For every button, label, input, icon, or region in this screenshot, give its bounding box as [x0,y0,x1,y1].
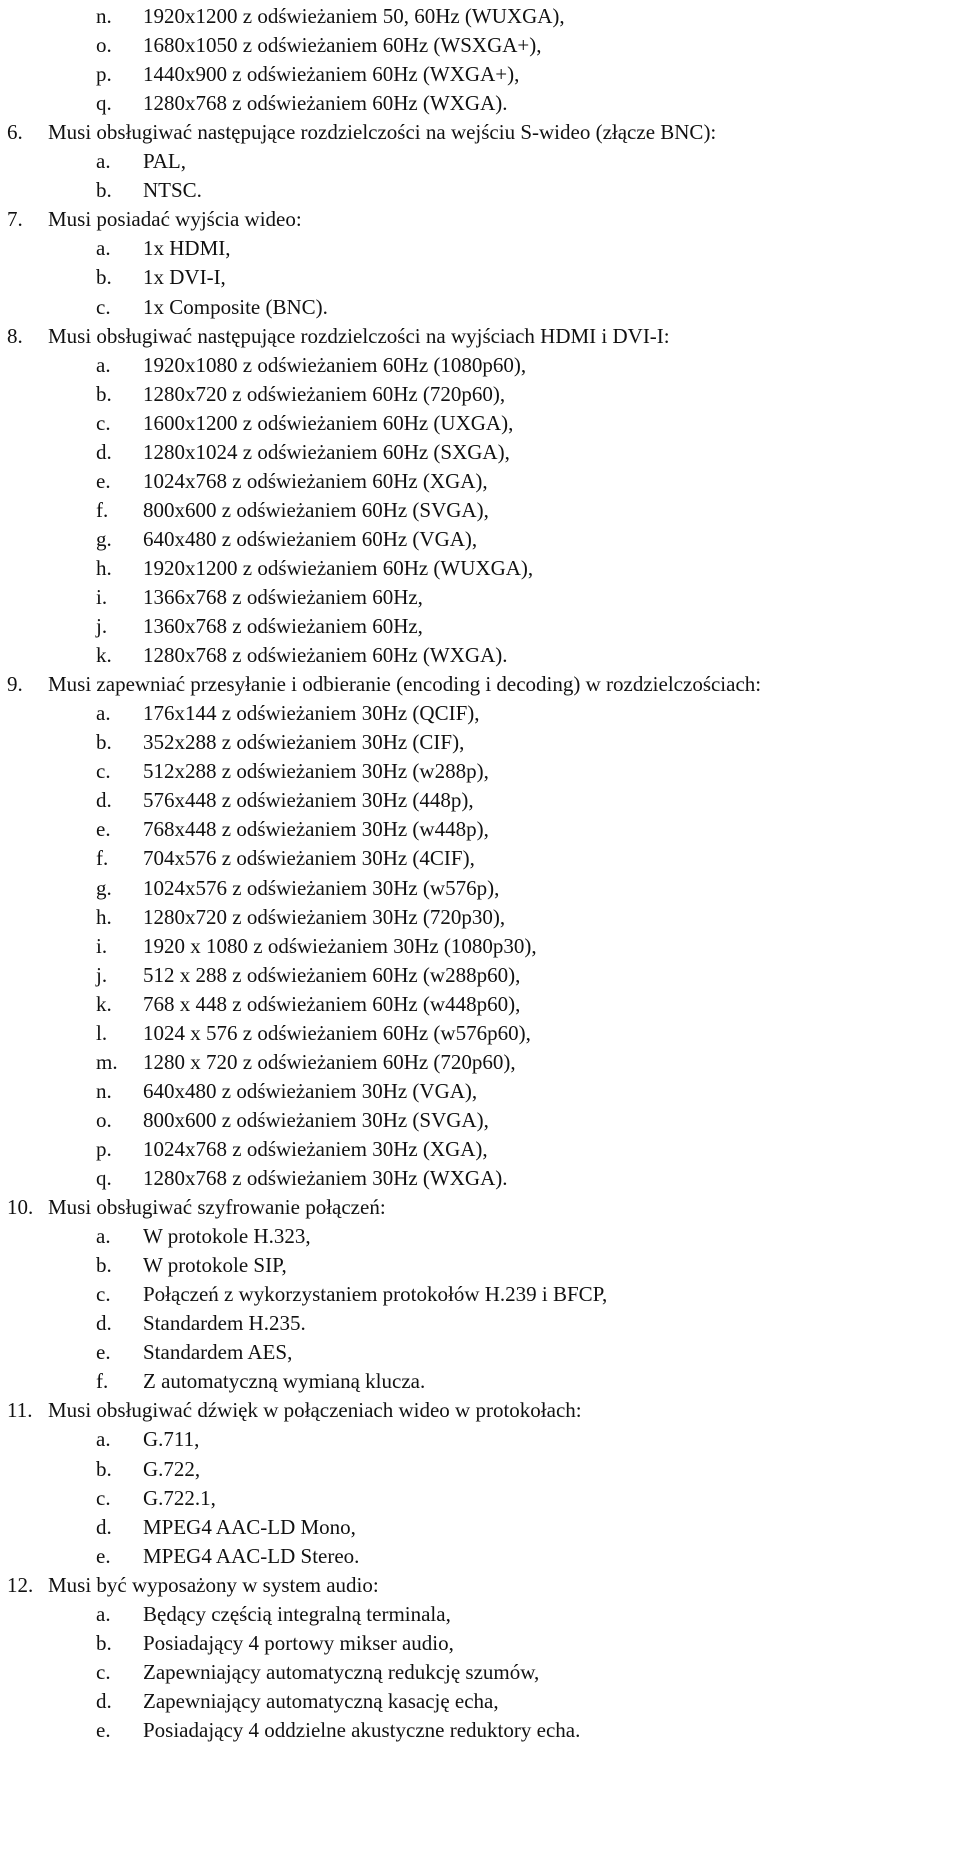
list-item-label: a. [96,1601,111,1626]
list-item-text: 1x Composite (BNC). [143,294,328,319]
list-item-text: Standardem AES, [143,1340,293,1365]
list-item-label: g. [96,875,112,900]
list-item-label: o. [96,33,112,58]
list-item-label: g. [96,526,112,551]
list-item-text: Będący częścią integralną terminala, [143,1601,451,1626]
list-item-text: 640x480 z odświeżaniem 60Hz (VGA), [143,526,478,551]
list-item-text: G.722.1, [143,1485,216,1510]
list-item-text: Połączeń z wykorzystaniem protokołów H.239 i BFCP, [143,1282,608,1307]
list-item-text: Standardem H.235. [143,1311,306,1336]
list-item-text: Zapewniający automatyczną redukcję szumów, [143,1659,540,1684]
section-number: 8. [7,323,23,348]
list-item-label: c. [96,1282,111,1307]
section-title: Musi być wyposażony w system audio: [48,1572,379,1597]
list-item-label: a. [96,1224,111,1249]
list-item-label: d. [96,1311,112,1336]
list-item-label: n. [96,4,112,28]
list-item-label: f. [96,1369,109,1394]
list-item-label: o. [96,1107,112,1132]
list-item-label: j. [96,962,108,987]
section-title: Musi obsługiwać następujące rozdzielczości na wejściu S-wideo (złącze BNC): [48,120,717,145]
list-item-text: W protokole SIP, [143,1253,287,1278]
list-item-text: Posiadający 4 portowy mikser audio, [143,1630,454,1655]
list-item-text: 800x600 z odświeżaniem 60Hz (SVGA), [143,497,489,522]
section-number: 9. [7,672,23,697]
section-title: Musi posiadać wyjścia wideo: [48,207,302,232]
list-item-label: h. [96,555,112,580]
list-item-label: h. [96,904,112,929]
list-item-label: d. [96,1514,112,1539]
list-item-label: b. [96,1456,112,1481]
list-item-text: 1920x1080 z odświeżaniem 60Hz (1080p60), [143,352,527,377]
list-item-label: f. [96,846,109,871]
list-item-text: 1280 x 720 z odświeżaniem 60Hz (720p60), [143,1049,516,1074]
list-item-text: 1280x720 z odświeżaniem 60Hz (720p60), [143,381,506,406]
list-item-label: b. [96,730,112,755]
list-item-label: a. [96,236,111,261]
list-item-label: k. [96,643,112,668]
list-item-text: 1600x1200 z odświeżaniem 60Hz (UXGA), [143,410,514,435]
list-item-text: 1920x1200 z odświeżaniem 60Hz (WUXGA), [143,555,534,580]
list-item-text: 1x DVI-I, [143,265,226,290]
list-item-text: 1024 x 576 z odświeżaniem 60Hz (w576p60), [143,1020,531,1045]
list-item-label: l. [96,1020,108,1045]
list-item-text: Zapewniający automatyczną kasację echa, [143,1688,499,1713]
list-item-text: G.722, [143,1456,201,1481]
list-item-label: m. [96,1049,118,1074]
list-item-text: 1024x768 z odświeżaniem 60Hz (XGA), [143,468,488,493]
list-item-label: c. [96,1659,111,1684]
list-item-text: 352x288 z odświeżaniem 30Hz (CIF), [143,730,465,755]
list-item-text: 176x144 z odświeżaniem 30Hz (QCIF), [143,701,480,726]
list-item-text: 704x576 z odświeżaniem 30Hz (4CIF), [143,846,475,871]
list-item-text: 1920x1200 z odświeżaniem 50, 60Hz (WUXGA), [143,4,565,28]
list-item-text: 1280x720 z odświeżaniem 30Hz (720p30), [143,904,506,929]
list-item-text: Z automatyczną wymianą klucza. [143,1369,426,1394]
list-item-label: p. [96,1136,112,1161]
list-item-label: a. [96,1427,111,1452]
list-item-text: 1280x768 z odświeżaniem 60Hz (WXGA). [143,643,508,668]
list-item-label: b. [96,1630,112,1655]
list-item-label: d. [96,788,112,813]
section-number: 7. [7,207,23,232]
list-item-text: MPEG4 AAC-LD Stereo. [143,1543,360,1568]
section-title: Musi zapewniać przesyłanie i odbieranie (encoding i decoding) w rozdzielczościach: [48,672,762,697]
list-item-label: e. [96,1717,111,1742]
list-item-label: b. [96,265,112,290]
list-item-text: 1280x1024 z odświeżaniem 60Hz (SXGA), [143,439,510,464]
list-item-label: j. [96,614,108,639]
list-item-text: 768x448 z odświeżaniem 30Hz (w448p), [143,817,489,842]
list-item-label: c. [96,1485,111,1510]
list-item-text: 640x480 z odświeżaniem 30Hz (VGA), [143,1078,478,1103]
list-item-label: i. [96,933,108,958]
list-item-text: NTSC. [143,178,202,203]
list-item-label: e. [96,468,111,493]
list-item-text: 800x600 z odświeżaniem 30Hz (SVGA), [143,1107,489,1132]
list-item-label: e. [96,1340,111,1365]
list-item-label: b. [96,381,112,406]
section-number: 10. [7,1195,34,1220]
list-item-text: 1366x768 z odświeżaniem 60Hz, [143,585,423,609]
list-item-text: 1440x900 z odświeżaniem 60Hz (WXGA+), [143,62,520,87]
section-number: 11. [7,1398,33,1423]
list-item-text: W protokole H.323, [143,1224,311,1249]
list-item-label: b. [96,178,112,203]
list-item-label: n. [96,1078,112,1103]
list-item-text: 1280x768 z odświeżaniem 60Hz (WXGA). [143,91,508,116]
list-item-text: 512x288 z odświeżaniem 30Hz (w288p), [143,759,489,784]
list-item-text: 1360x768 z odświeżaniem 60Hz, [143,614,423,639]
list-item-label: q. [96,1166,112,1190]
list-item-text: 768 x 448 z odświeżaniem 60Hz (w448p60), [143,991,521,1016]
list-item-label: a. [96,352,111,377]
list-item-text: 1280x768 z odświeżaniem 30Hz (WXGA). [143,1166,508,1190]
section-title: Musi obsługiwać dźwięk w połączeniach wideo w protokołach: [48,1398,582,1423]
list-item-label: d. [96,1688,112,1713]
list-item-text: 512 x 288 z odświeżaniem 60Hz (w288p60), [143,962,521,987]
list-item-label: k. [96,991,112,1016]
list-item-label: a. [96,701,111,726]
list-item-label: f. [96,497,109,522]
list-item-text: 576x448 z odświeżaniem 30Hz (448p), [143,788,474,813]
list-item-label: q. [96,91,112,116]
list-item-label: i. [96,585,108,609]
list-item-label: c. [96,759,111,784]
list-item-label: e. [96,817,111,842]
list-item-label: e. [96,1543,111,1568]
list-item-text: MPEG4 AAC-LD Mono, [143,1514,356,1539]
list-item-text: PAL, [143,149,186,174]
section-number: 6. [7,120,23,145]
list-item-label: p. [96,62,112,87]
list-item-text: 1024x768 z odświeżaniem 30Hz (XGA), [143,1136,488,1161]
list-item-text: Posiadający 4 oddzielne akustyczne reduktory echa. [143,1717,581,1742]
section-title: Musi obsługiwać szyfrowanie połączeń: [48,1195,386,1220]
list-item-text: 1680x1050 z odświeżaniem 60Hz (WSXGA+), [143,33,542,58]
list-item-label: c. [96,410,111,435]
section-number: 12. [7,1572,34,1597]
list-item-text: G.711, [143,1427,200,1452]
list-item-label: b. [96,1253,112,1278]
list-item-label: c. [96,294,111,319]
section-title: Musi obsługiwać następujące rozdzielczości na wyjściach HDMI i DVI-I: [48,323,670,348]
list-item-label: d. [96,439,112,464]
list-item-text: 1920 x 1080 z odświeżaniem 30Hz (1080p30), [143,933,537,958]
list-item-text: 1024x576 z odświeżaniem 30Hz (w576p), [143,875,500,900]
list-item-text: 1x HDMI, [143,236,231,261]
list-item-label: a. [96,149,111,174]
